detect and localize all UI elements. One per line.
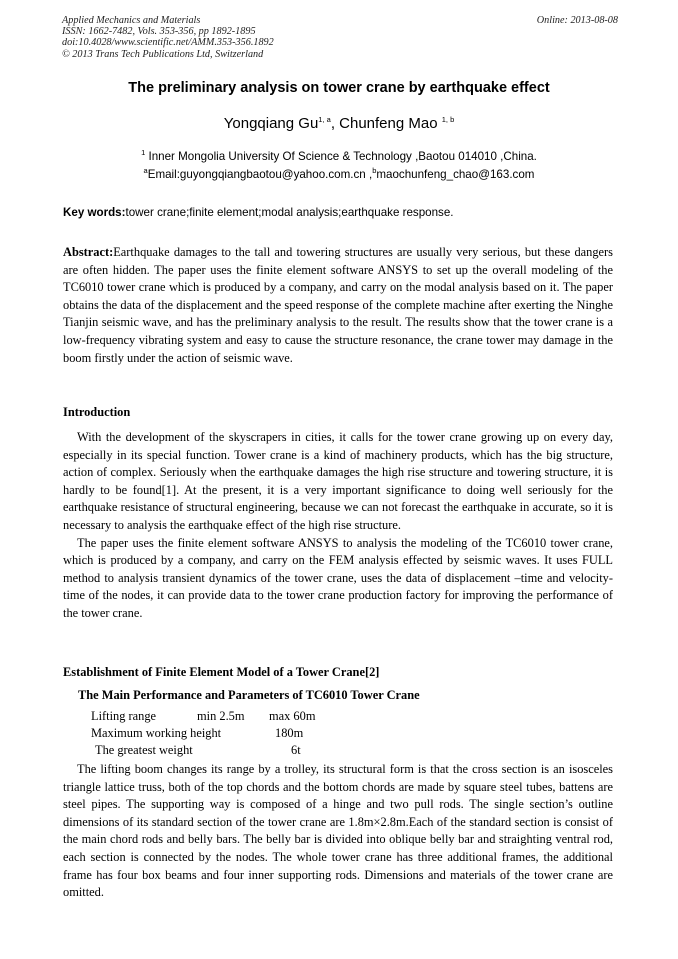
email-a-sup: a: [143, 166, 148, 176]
author-1-sup: 1, a: [318, 115, 331, 124]
email-b-sup: b: [372, 166, 377, 176]
journal-name: Applied Mechanics and Materials: [62, 15, 201, 26]
param-height-value: 180m: [275, 726, 304, 740]
keywords: [63, 206, 454, 219]
email-a: Email:guyongqiangbaotou@yahoo.com.cn ,: [147, 168, 373, 181]
journal-header: [62, 15, 618, 60]
abstract-label: Abstract:: [63, 245, 114, 259]
abstract: [63, 244, 613, 367]
intro-paragraph-1: With the development of the skyscrapers in cities, it calls for the tower crane growing up on every day, especially in its special function. Tower crane is a kind of machinery products, which has the big structure, action of complex. Seriously when the earthquake damages the high rise structure and towering structure, it is hardly to be found[1]. At the present, it is a very important significance to doing well seriously for the earthquake resistance of structural engineering, because we can not forecast the earthquake in accurate, so it is necessary to analysis the earthquake effect of the high rise structure.: [63, 430, 613, 532]
affiliation-sup: 1: [141, 148, 146, 158]
email-line: [40, 168, 638, 181]
online-date: Online: 2013-08-08: [536, 15, 618, 26]
keywords-label: Key words:: [63, 206, 126, 219]
param-lifting-max: max 60m: [269, 709, 316, 723]
journal-copyright: © 2013 Trans Tech Publications Ltd, Switzerland: [62, 48, 264, 60]
paper-title: The preliminary analysis on tower crane by earthquake effect: [128, 80, 550, 96]
intro-paragraph-2: The paper uses the finite element software ANSYS to analysis the modeling of the TC6010 tower crane, which is produced by a company, and carry on the FEM analysis effected by seismic waves. It uses FULL method to analysis transient dynamics of the tower crane, uses the data of displacement –time and velocity-time of the nodes, it can provide data to the tower crane production factory for improving the performance of the tower crane.: [63, 535, 613, 620]
author-2: Chunfeng Mao: [339, 115, 438, 132]
parameters-subheading: The Main Performance and Parameters of TC6010 Tower Crane: [78, 688, 420, 702]
introduction-heading: Introduction: [63, 405, 131, 419]
abstract-text: Earthquake damages to the tall and towering structures are usually very serious, but these dangers are often hidden. The paper uses the finite element software ANSYS to set up the overall modeling of the TC6010 tower crane which is produced by a company, and carry on the modal analysis based on it. The paper obtains the data of the displacement and the speed response of the complete machine after exerting the Ninghe Tianjin seismic wave, and has the preliminary analysis to the result. The results show that the tower crane is a low-frequency vibrating system and easy to cause the structure resonance, the crane tower may damage in the boom firstly under the action of seismic wave.: [63, 245, 613, 365]
param-weight-value: 6t: [291, 743, 301, 757]
author-1: Yongqiang Gu: [223, 115, 319, 132]
author-line: [40, 115, 638, 132]
email-b: maochunfeng_chao@163.com: [376, 168, 535, 181]
author-2-sup: 1, b: [441, 115, 455, 124]
journal-doi: doi:10.4028/www.scientific.net/AMM.353-356.1892: [62, 37, 274, 49]
keywords-text: tower crane;finite element;modal analysis;earthquake response.: [125, 206, 454, 219]
param-height-label: Maximum working height: [91, 726, 222, 740]
journal-issn: ISSN: 1662-7482, Vols. 353-356, pp 1892-1895: [62, 26, 256, 38]
author-separator: ,: [330, 115, 340, 132]
affiliation: [40, 150, 638, 163]
introduction-body: [63, 429, 613, 623]
param-weight-label: The greatest weight: [95, 743, 193, 757]
establishment-paragraph: The lifting boom changes its range by a trolley, its structural form is that the cross section is an isosceles triangle lattice truss, both of the top chords and the bottom chords are made by square steel tubes, battens are steel pipes. The supporting way is composed of a hinge and two pull rods. The single section’s outline dimensions of its standard section of the tower crane are 1.8m×2.8m.Each of the standard section is consist of the main chord rods and belly bars. The belly bar is divided into oblique belly bar and straighting ventral rod, each section is connected by the nodes. The whole tower crane has three additional frames, the additional frame has four box beams and four inner supporting rods. Dimensions and materials of the tower crane are omitted.: [63, 762, 613, 900]
affiliation-text: Inner Mongolia University Of Science & Technology ,Baotou 014010 ,China.: [145, 150, 537, 163]
param-lifting-label: Lifting range: [91, 709, 157, 723]
establishment-body: [63, 761, 613, 902]
establishment-heading: Establishment of Finite Element Model of a Tower Crane[2]: [63, 665, 380, 679]
param-lifting-min: min 2.5m: [197, 709, 245, 723]
